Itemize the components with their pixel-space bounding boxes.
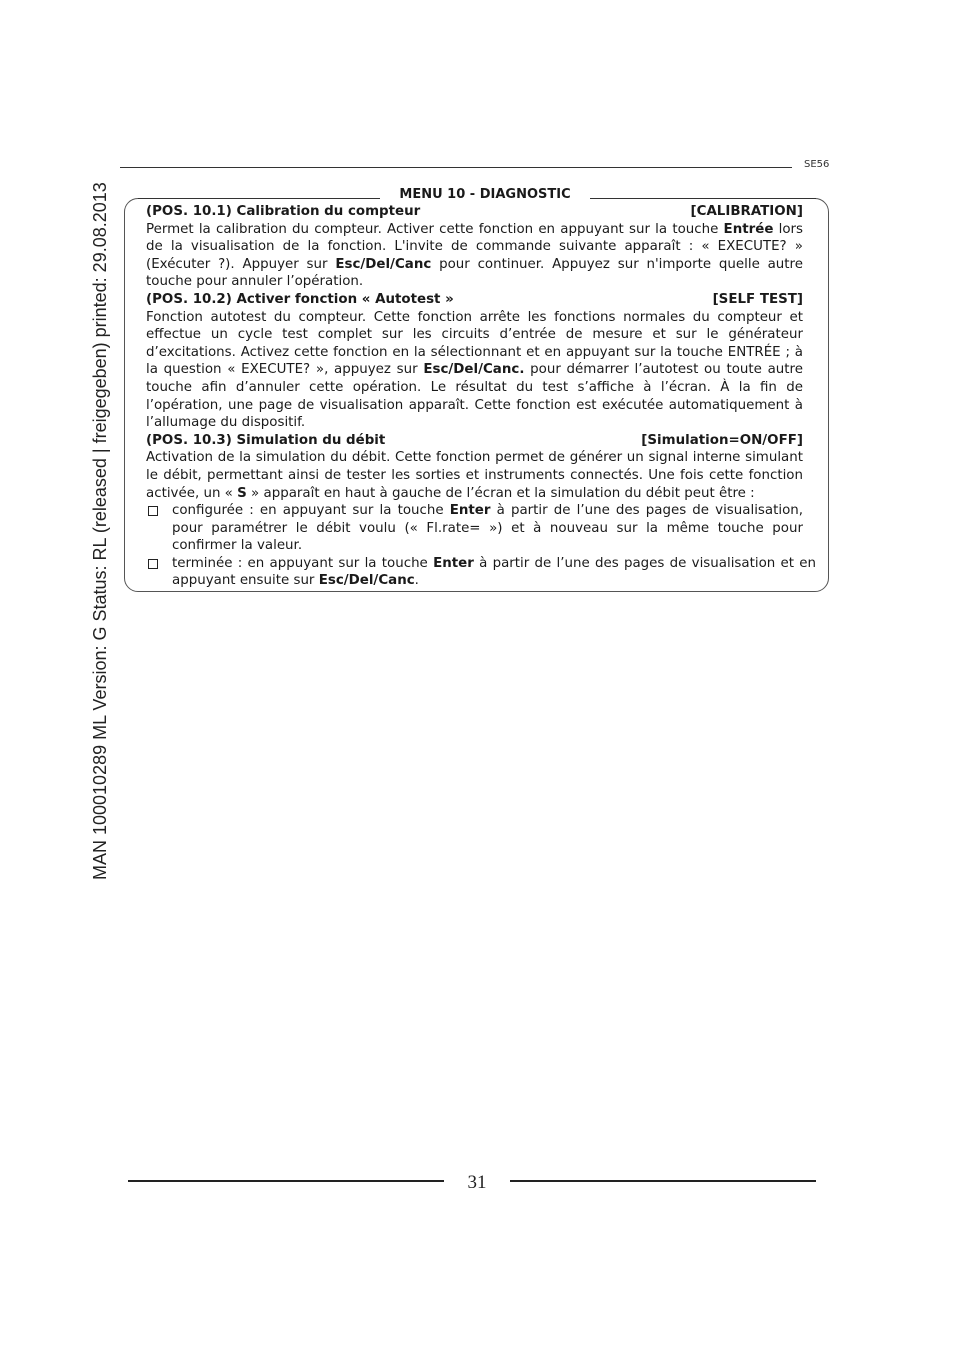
list-item (146, 502, 803, 555)
key-name: Enter (449, 503, 491, 519)
page-number: 31 (467, 1172, 487, 1193)
frame-title-rule-right (590, 198, 816, 199)
key-name: S (237, 485, 247, 501)
key-name: Entrée (723, 221, 774, 237)
checkbox-bullet-icon (148, 506, 158, 516)
footer-rule-left (128, 1180, 444, 1182)
menu-title: MENU 10 - DIAGNOSTIC (399, 187, 571, 202)
body-text: pour continuer. Appuyez sur n'importe quelle autre touche pour annuler l’opération. (146, 256, 803, 290)
section-header-10-3 (146, 432, 803, 450)
section-header-10-2 (146, 291, 803, 309)
section-title: (POS. 10.3) Simulation du débit (146, 432, 386, 448)
body-text: Fonction autotest du compteur. Cette fonction arrête les fonctions normales du compteur et effectue un cycle test complet sur les circuits d’entrée de mesure et sur le générateur d’excitations. Activez cette fonction en la sélectionnant et en appuyant sur la touche ENTRÉE ; à la question « EXECUTE? », appuyez sur (146, 309, 803, 378)
body-text: » apparaît en haut à gauche de l’écran et la simulation du débit peut être : (246, 485, 755, 501)
body-text: à partir de l’une des pages de visualisation, pour paramétrer le débit voulu (« Fl.rate= ») et à nouveau sur la même touche pour confirmer la valeur. (172, 503, 804, 554)
footer-rule-right (510, 1180, 816, 1182)
simulation-options-list (146, 502, 816, 590)
section-body-10-3 (146, 449, 803, 502)
key-name: Enter (433, 555, 474, 571)
section-tag: [CALIBRATION] (690, 204, 803, 219)
body-text: . (414, 573, 419, 589)
section-body-10-1 (146, 221, 803, 291)
body-text: configurée : en appuyant sur la touche (172, 503, 450, 519)
body-text: lors de la visualisation de la fonction. L'invite de commande suivante apparaît : « EXECUTE? » (Exécuter ?). Appuyer sur (146, 221, 804, 272)
frame-title-rule-left (138, 198, 380, 199)
header-code: SE56 (804, 159, 830, 170)
section-header-10-1 (146, 203, 803, 221)
section-body-10-2 (146, 309, 803, 432)
section-title: (POS. 10.1) Calibration du compteur (146, 204, 421, 219)
header-rule (120, 167, 792, 168)
section-tag: [SELF TEST] (712, 291, 803, 307)
body-text: à partir de l’une des pages de visualisation et en appuyant ensuite sur (172, 555, 816, 589)
key-name: Esc/Del/Canc. (423, 362, 525, 378)
body-text: terminée : en appuyant sur la touche (172, 555, 434, 571)
body-text: Permet la calibration du compteur. Activer cette fonction en appuyant sur la touche (146, 221, 724, 237)
section-title: (POS. 10.2) Activer fonction « Autotest » (146, 291, 454, 307)
checkbox-bullet-icon (148, 559, 158, 569)
document-control-stamp: MAN 100010289 ML Version: G Status: RL (released | freigegeben) printed: 29.08.2013 (90, 182, 110, 880)
section-tag: [Simulation=ON/OFF] (641, 432, 803, 448)
list-item (146, 555, 816, 590)
menu-content (146, 203, 816, 590)
key-name: Esc/Del/Canc (318, 573, 415, 589)
body-text: pour démarrer l’autotest ou toute autre touche afin d’annuler cette opération. Le résultat du test s’affiche à l’écran. À la fin de l’opération, une page de visualisation apparaît. Cette fonction est exécutée automatiquement à l’allumage du dispositif. (146, 362, 803, 431)
body-text: Activation de la simulation du débit. Cette fonction permet de générer un signal interne simulant le débit, permettant ainsi de tester les sorties et instruments connectés. Une fois cette fonction activée, un « (146, 450, 803, 501)
key-name: Esc/Del/Canc (335, 256, 432, 272)
